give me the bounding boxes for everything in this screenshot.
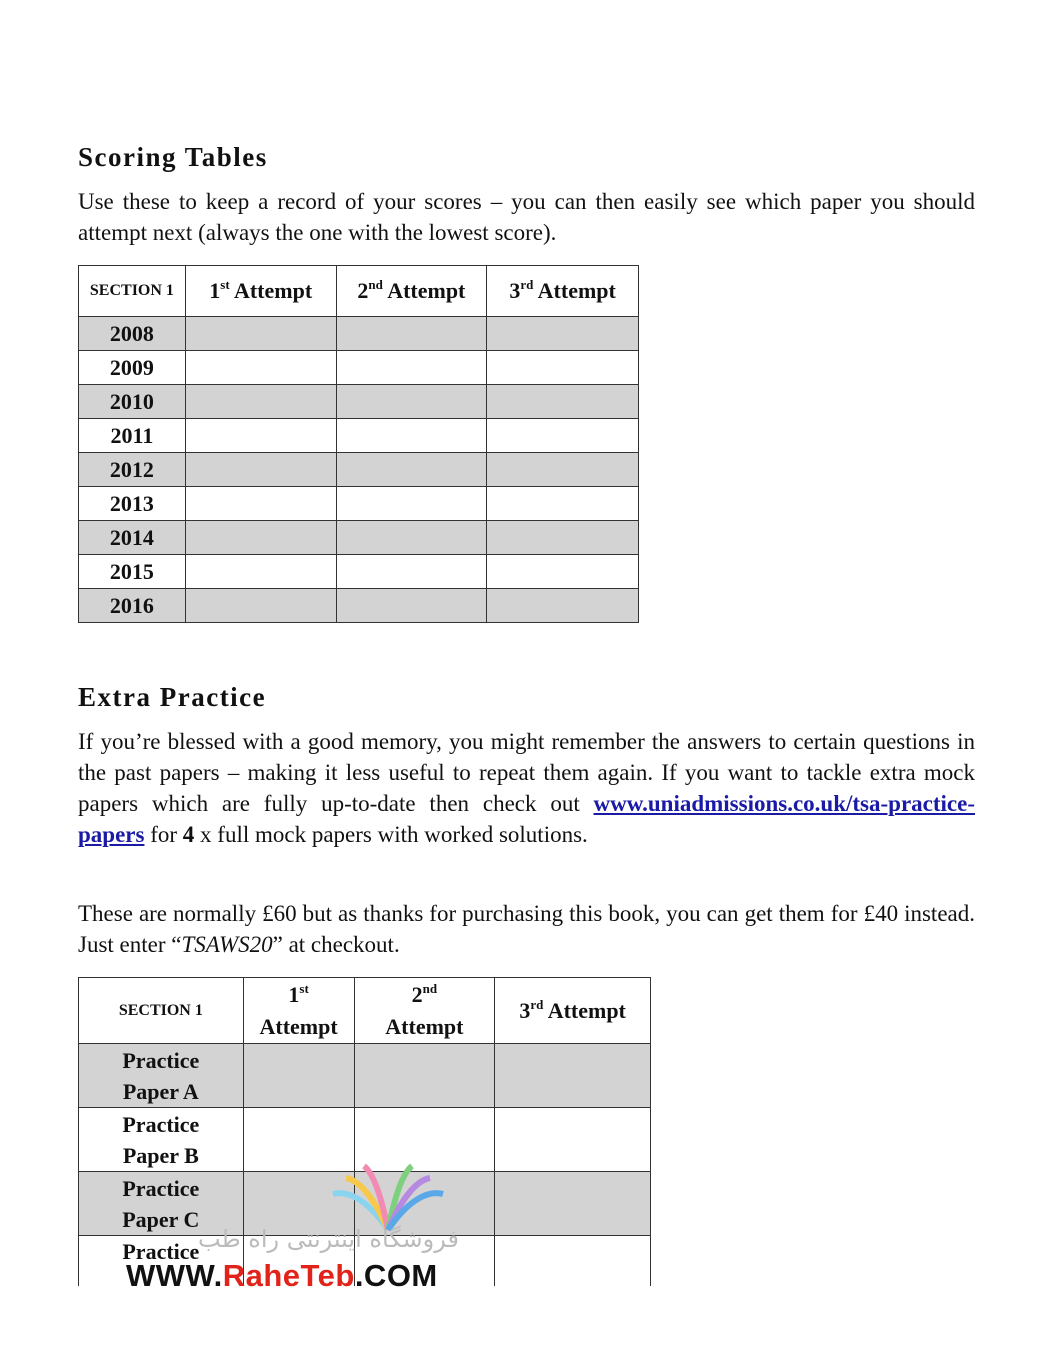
table-row bbox=[79, 1044, 651, 1108]
row-paper: Practice bbox=[79, 1236, 244, 1287]
score-cell[interactable] bbox=[487, 317, 639, 351]
table-row bbox=[79, 589, 639, 623]
score-cell[interactable] bbox=[354, 1044, 495, 1108]
score-cell[interactable] bbox=[495, 1044, 651, 1108]
row-year: 2011 bbox=[79, 419, 186, 453]
row-paper: Practice Paper A bbox=[79, 1044, 244, 1108]
score-cell[interactable] bbox=[487, 589, 639, 623]
row-year: 2016 bbox=[79, 589, 186, 623]
score-cell[interactable] bbox=[487, 453, 639, 487]
score-cell[interactable] bbox=[185, 487, 336, 521]
score-cell[interactable] bbox=[185, 555, 336, 589]
row-year: 2008 bbox=[79, 317, 186, 351]
attempt-2-header: 2nd Attempt bbox=[336, 266, 487, 317]
score-cell[interactable] bbox=[336, 555, 487, 589]
scoring-intro-text: Use these to keep a record of your scores – you can then easily see which paper you should attempt next (always the one with the lowest score). bbox=[78, 189, 975, 245]
score-cell[interactable] bbox=[487, 351, 639, 385]
watermark-farsi-text: فروشگاه اینترنتی راه طب bbox=[198, 1225, 459, 1253]
score-cell[interactable] bbox=[487, 487, 639, 521]
table-row bbox=[79, 419, 639, 453]
score-cell[interactable] bbox=[336, 385, 487, 419]
score-cell[interactable] bbox=[495, 1236, 651, 1287]
score-cell[interactable] bbox=[495, 1172, 651, 1236]
scoring-table bbox=[78, 265, 639, 623]
practice-papers-link[interactable]: www.uniadmissions.co.uk/tsa-practice-papers bbox=[78, 791, 975, 847]
watermark-url: WWW.RaheTeb.COM bbox=[126, 1258, 438, 1293]
score-cell[interactable] bbox=[495, 1108, 651, 1172]
score-cell[interactable] bbox=[185, 385, 336, 419]
row-year: 2009 bbox=[79, 351, 186, 385]
table-row bbox=[79, 317, 639, 351]
score-cell[interactable] bbox=[185, 419, 336, 453]
attempt-2-header: 2nd Attempt bbox=[354, 978, 495, 1044]
score-cell[interactable] bbox=[336, 487, 487, 521]
table-row bbox=[79, 453, 639, 487]
discount-paragraph: These are normally £60 but as thanks for purchasing this book, you can get them for £40 instead. Just enter “TSAWS20” at checkout. bbox=[78, 901, 975, 957]
scoring-tables-heading: Scoring Tables bbox=[78, 142, 268, 172]
row-year: 2013 bbox=[79, 487, 186, 521]
score-cell[interactable] bbox=[487, 555, 639, 589]
attempt-1-header: 1st Attempt bbox=[243, 978, 354, 1044]
score-cell[interactable] bbox=[336, 351, 487, 385]
score-cell[interactable] bbox=[185, 351, 336, 385]
row-year: 2012 bbox=[79, 453, 186, 487]
table-row bbox=[79, 351, 639, 385]
score-cell[interactable] bbox=[487, 419, 639, 453]
attempt-3-header: 3rd Attempt bbox=[487, 266, 639, 317]
row-paper: Practice Paper B bbox=[79, 1108, 244, 1172]
score-cell[interactable] bbox=[336, 521, 487, 555]
extra-practice-paragraph: If you’re blessed with a good memory, you might remember the answers to certain questions in the past papers – making it less useful to repeat them again. If you want to tackle extra mock papers which are fully up-to-date then check out www.uniadmissions.co.uk/tsa-practice-papers for 4 x full mock papers with worked solutions. bbox=[78, 729, 975, 847]
discount-code: TSAWS20 bbox=[181, 932, 273, 957]
table-row bbox=[79, 521, 639, 555]
score-cell[interactable] bbox=[243, 1044, 354, 1108]
section-1-corner-cell: SECTION 1 bbox=[79, 978, 244, 1044]
score-cell[interactable] bbox=[185, 589, 336, 623]
score-cell[interactable] bbox=[185, 453, 336, 487]
table-row bbox=[79, 385, 639, 419]
table-row bbox=[79, 487, 639, 521]
score-cell[interactable] bbox=[336, 453, 487, 487]
scoring-table-header-row bbox=[79, 266, 639, 317]
attempt-3-header: 3rd Attempt bbox=[495, 978, 651, 1044]
score-cell[interactable] bbox=[487, 385, 639, 419]
score-cell[interactable] bbox=[185, 521, 336, 555]
score-cell[interactable] bbox=[336, 317, 487, 351]
extra-practice-heading: Extra Practice bbox=[78, 682, 267, 712]
score-cell[interactable] bbox=[185, 317, 336, 351]
attempt-1-header: 1st Attempt bbox=[185, 266, 336, 317]
table-row bbox=[79, 555, 639, 589]
row-year: 2015 bbox=[79, 555, 186, 589]
row-year: 2014 bbox=[79, 521, 186, 555]
score-cell[interactable] bbox=[487, 521, 639, 555]
section-1-corner-cell: SECTION 1 bbox=[79, 266, 186, 317]
score-cell[interactable] bbox=[336, 419, 487, 453]
row-paper: Practice Paper C bbox=[79, 1172, 244, 1236]
row-year: 2010 bbox=[79, 385, 186, 419]
practice-table-header-row bbox=[79, 978, 651, 1044]
raheteb-watermark bbox=[118, 1160, 458, 1300]
score-cell[interactable] bbox=[336, 589, 487, 623]
